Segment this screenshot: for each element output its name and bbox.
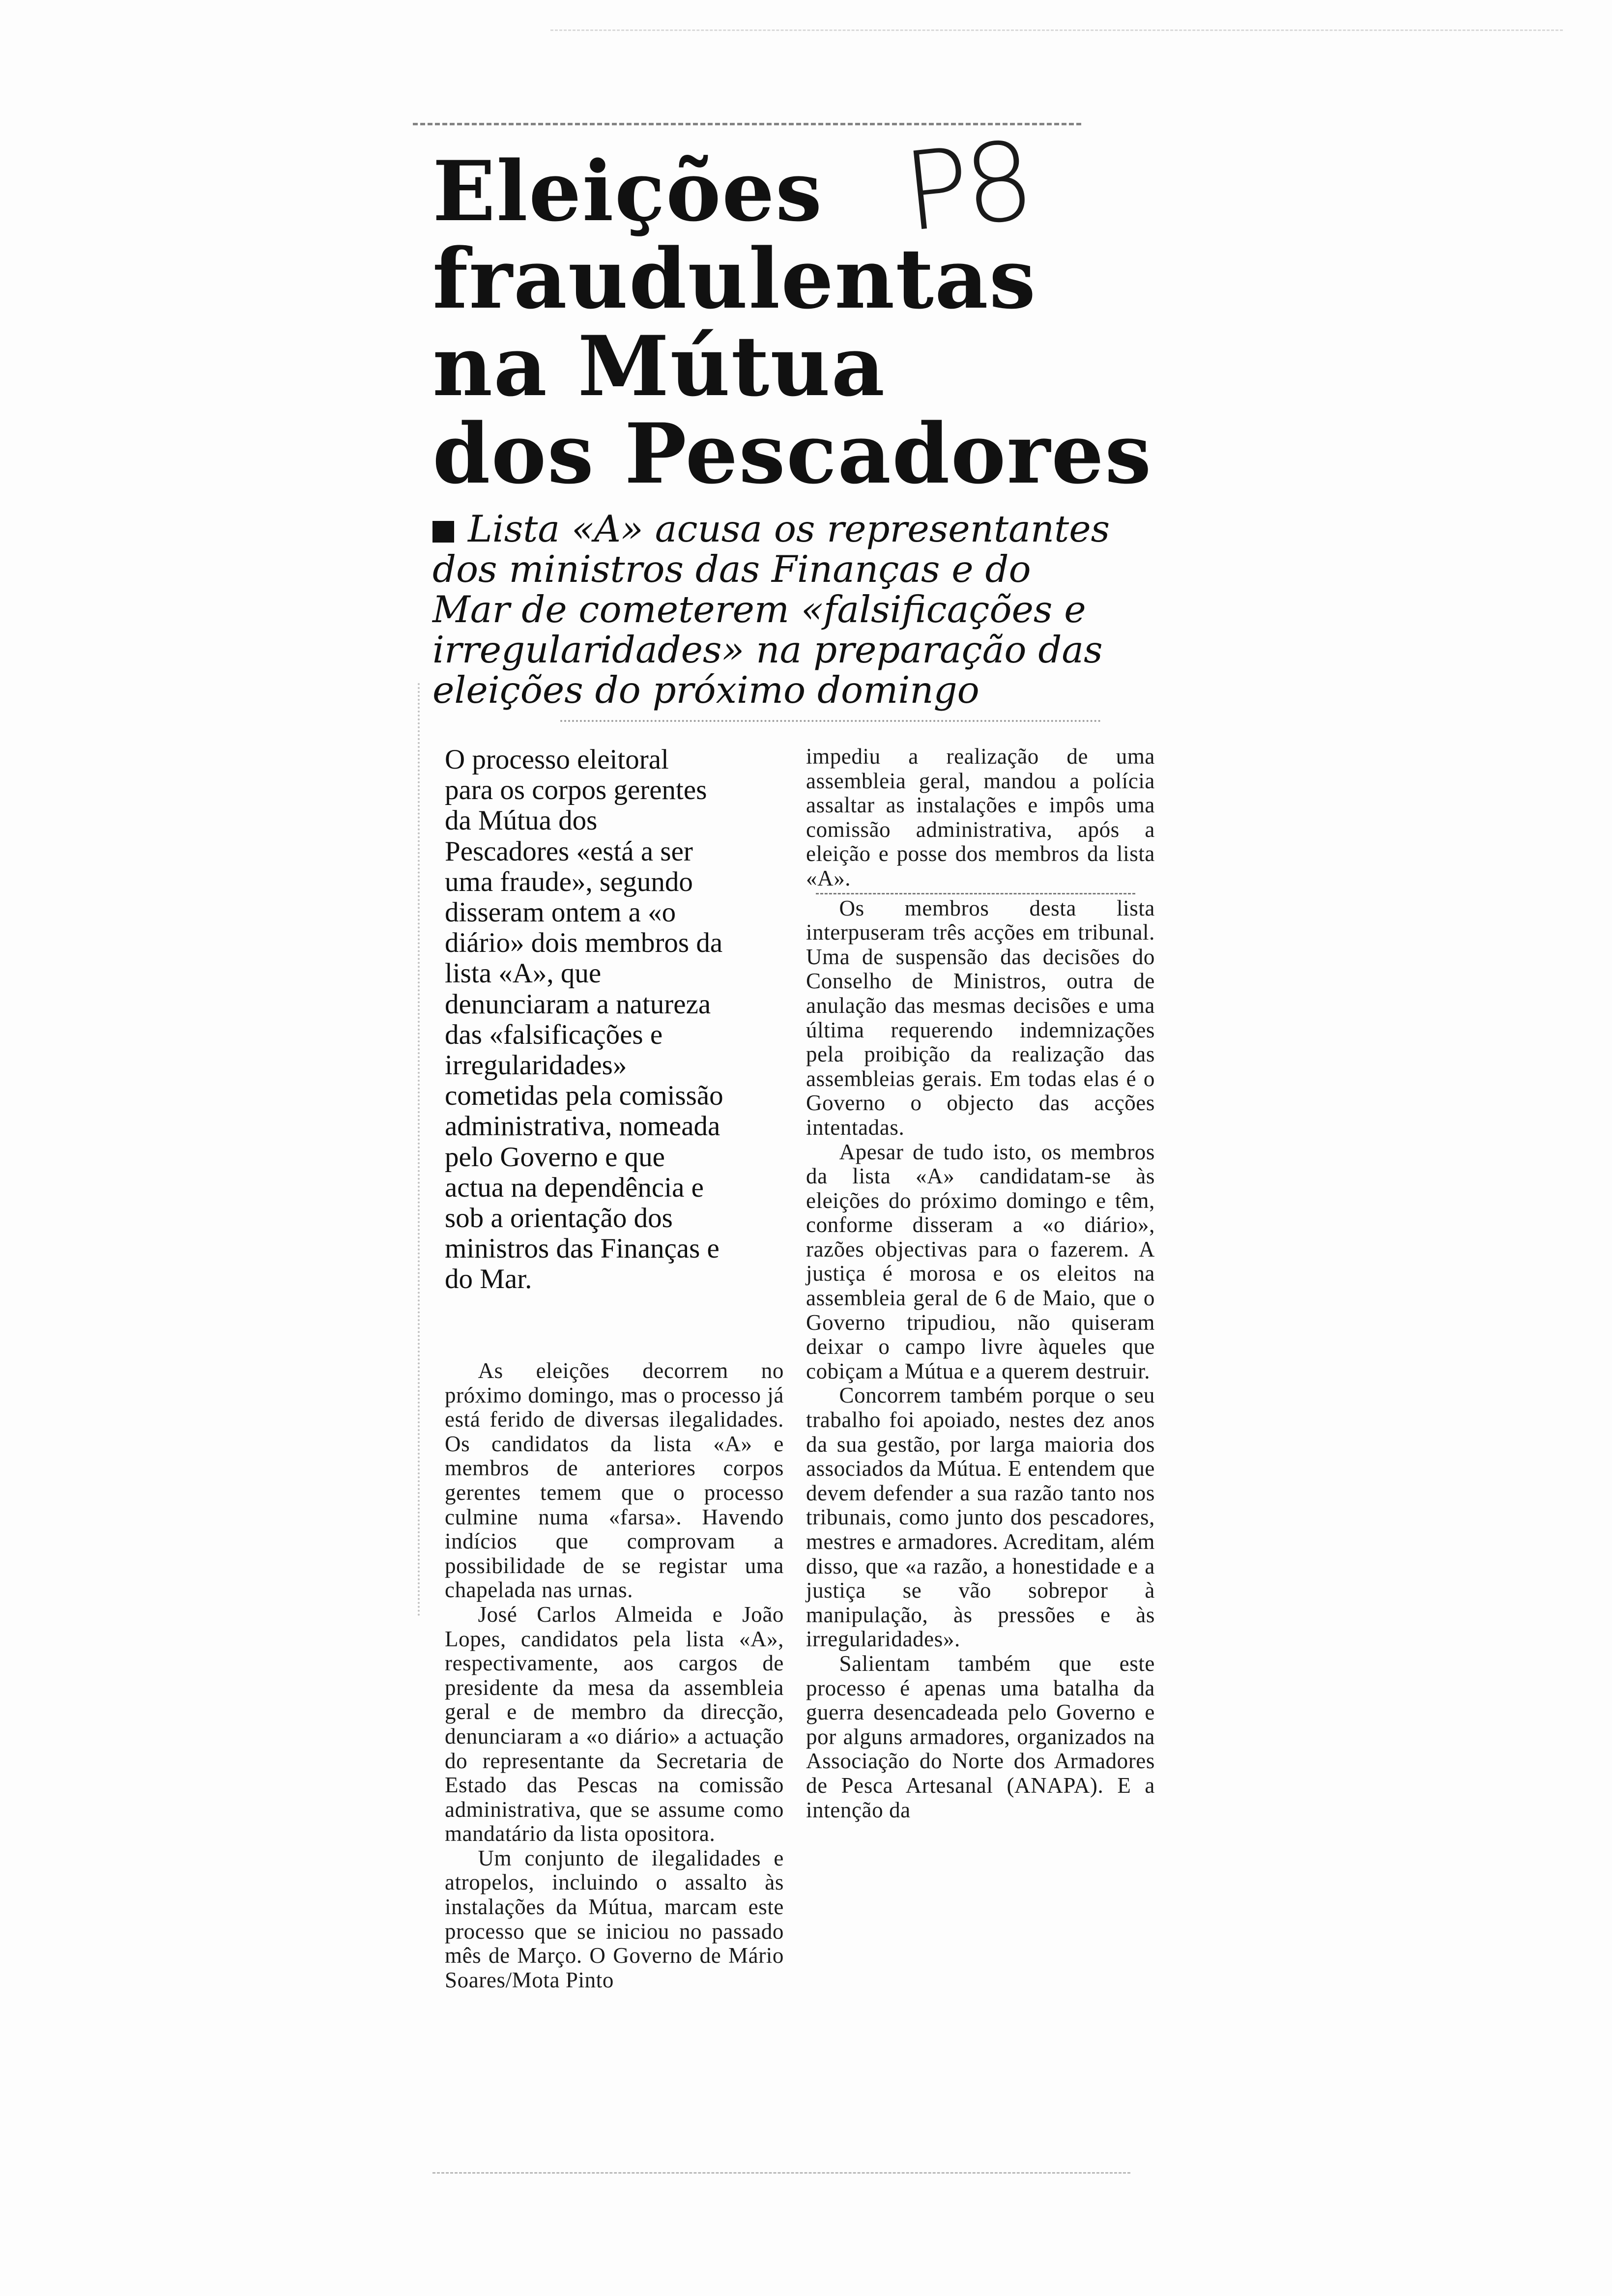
lead-line: O processo eleitoral (445, 744, 669, 775)
right-column (806, 745, 1155, 1822)
lead-line: para os corpos gerentes (445, 775, 707, 806)
lead-line: das «falsificações e (445, 1019, 663, 1050)
subhead-line: dos ministros das Finanças e do (432, 547, 1031, 591)
lead-line: pelo Governo e que (445, 1141, 665, 1173)
headline-line: Eleições (432, 143, 823, 240)
lead-line: irregularidades» (445, 1050, 627, 1081)
scan-speckle-divider (560, 720, 1101, 722)
body-paragraph: Concorrem também porque o seu trabalho foi apoiado, nestes dez anos da sua gestão, por larga maioria dos associados da Mútua. E entendem que devem defender a sua razão tanto nos tribunais, como junto dos pescadores, mestres e armadores. Acreditam, além disso, que «a razão, a honestidade e a justiça se vão sobrepor à manipulação, às pressões e às irregularidades». (806, 1383, 1155, 1652)
headline (432, 143, 1219, 502)
lead-line: do Mar. (445, 1263, 532, 1295)
headline-line: na Mútua (432, 317, 886, 415)
subhead-line: eleições do próximo domingo (432, 668, 979, 712)
newspaper-clipping (403, 118, 1180, 2133)
left-column (445, 744, 804, 1992)
lead-line: actua na dependência e (445, 1172, 704, 1203)
body-paragraph: Salientam também que este processo é apenas uma batalha da guerra desencadeada pelo Governo e por alguns armadores, organizados na Associação do Norte dos Armadores de Pesca Artesanal (ANAPA). E a intenção da (806, 1651, 1155, 1822)
body-paragraph: José Carlos Almeida e João Lopes, candidatos pela lista «A», respectivamente, aos cargos de presidente da mesa da assembleia geral e de membro da direcção, denunciaram a «o diário» a actuação do representante da Secretaria de Estado das Pescas na comissão administrativa, que se assume como mandatário da lista opositora. (445, 1602, 784, 1846)
lead-line: Pescadores «está a ser (445, 835, 693, 867)
body-paragraph: As eleições decorrem no próximo domingo, mas o processo já está ferido de diversas ilegalidades. Os candidatos da lista «A» e membros de anteriores corpos gerentes temem que o processo culmine numa «farsa». Havendo indícios que comprovam a possibilidade de se registar uma chapelada nas urnas. (445, 1358, 784, 1603)
lead-line: disseram ontem a «o (445, 897, 676, 928)
right-body-text (806, 745, 1155, 1822)
body-paragraph: Os membros desta lista interpuseram três acções em tribunal. Uma de suspensão das decisões do Conselho de Ministros, outra de anulação das mesmas decisões e uma última requerendo indemnizações pela proibição da realização das assembleias gerais. Em todas elas é o Governo o objecto das acções intentadas. (806, 895, 1155, 1140)
body-paragraph: Um conjunto de ilegalidades e atropelos, incluindo o assalto às instalações da Mútua, marcam este processo que se iniciou no passado mês de Março. O Governo de Mário Soares/Mota Pinto (445, 1845, 784, 1992)
handwritten-annotation: P8 (898, 117, 1035, 256)
left-body-text (445, 1359, 784, 1992)
body-paragraph-continued: impediu a realização de uma assembleia geral, mandou a polícia assaltar as instalações e impôs uma comissão administrativa, após a eleição e posse dos membros da lista «A». (806, 744, 1155, 890)
subhead-line: Mar de cometerem «falsificações e (432, 588, 1086, 631)
subhead-line: Lista «A» acusa os representantes (432, 509, 1170, 549)
lead-line: diário» dois membros da (445, 927, 723, 959)
subhead-line: irregularidades» na preparação das (432, 628, 1103, 671)
lead-line: lista «A», que (445, 958, 602, 989)
lead-line: cometidas pela comissão (445, 1080, 723, 1112)
lead-paragraph (445, 745, 804, 1295)
column-break-rule (816, 893, 1135, 894)
headline-line: fraudulentas (432, 230, 1037, 327)
lead-line: ministros das Finanças e (445, 1233, 720, 1264)
body-paragraph: Apesar de tudo isto, os membros da lista «A» candidatam-se às eleições do próximo domingo e têm, conforme disseram a «o diário», razões objectivas para o fazerem. A justiça é morosa e os eleitos na assembleia geral de 6 de Maio, que o Governo tripudiou, não quiseram deixar o campo livre àqueles que cobiçam a Mútua e a querem destruir. (806, 1139, 1155, 1383)
headline-line: dos Pescadores (432, 405, 1152, 502)
lead-line: da Mútua dos (445, 805, 598, 836)
bullet-square-icon (432, 521, 454, 543)
subheadline (432, 509, 1170, 710)
clipping-bottom-rule (432, 2172, 1130, 2174)
lead-line: administrativa, nomeada (445, 1111, 720, 1142)
lead-line: denunciaram a natureza (445, 988, 711, 1020)
scan-noise-top (550, 29, 1563, 40)
lead-line: uma fraude», segundo (445, 866, 693, 897)
scan-edge-marks (418, 683, 430, 1617)
lead-line: sob a orientação dos (445, 1203, 673, 1234)
